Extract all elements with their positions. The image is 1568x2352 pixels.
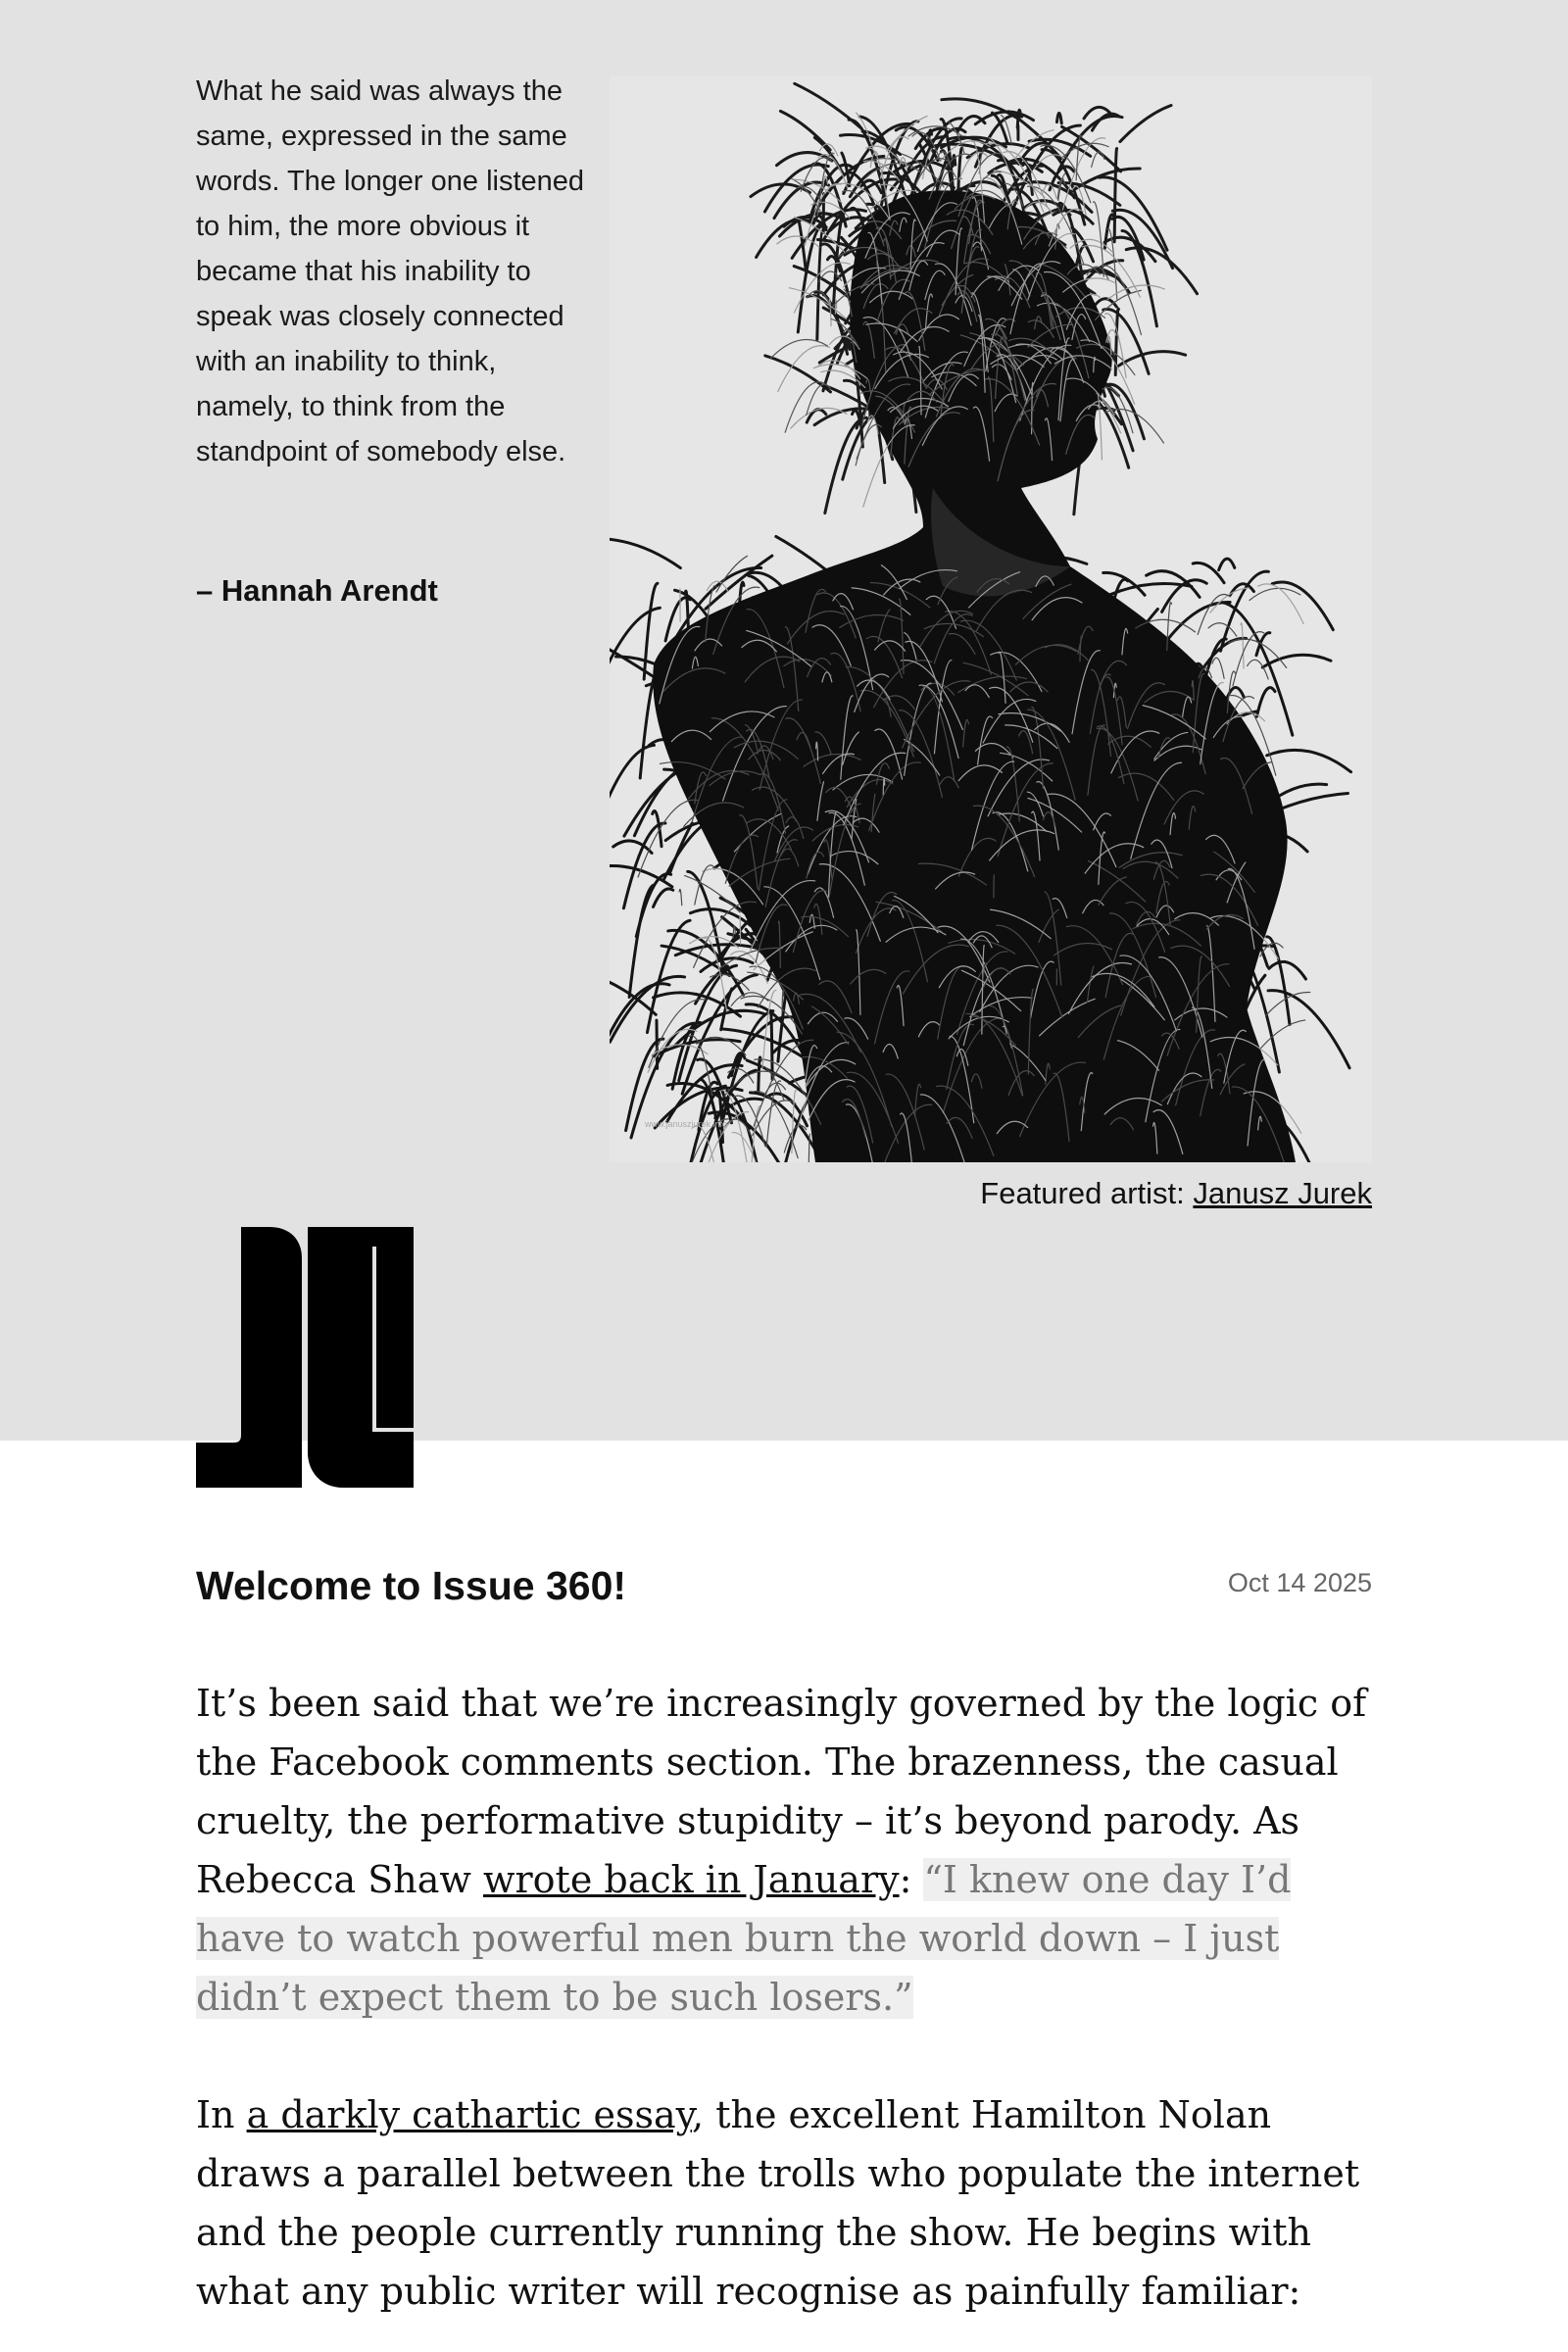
artwork-strand [876,248,877,266]
artwork-strand [770,1010,772,1079]
pull-quote: “I knew one day I’d have to watch powerful men burn the world down – I just didn’t expect them to be such losers.” [196,1858,1292,2019]
quote-author: – Hannah Arendt [196,573,438,608]
issue-title: Welcome to Issue 360! [196,1563,627,1608]
paragraph-text: , the excellent Hamilton Nolan draws a parallel between the trolls who populate the internet and the people currently running the show. He begins with what any public writer will recognise as painfully familiar: [196,2093,1360,2313]
issue-date: Oct 14 2025 [1227,1568,1372,1597]
artwork-watermark: www.januszjurek.info [645,1119,728,1129]
paragraph-text: : [899,1858,924,1901]
paragraph-text: In [196,2093,247,2136]
quote-text: What he said was always the same, expressed in the same words. The longer one listened to him, the more obvious it became that his inability to speak was closely connected with an inability to think, namely, to think from the standpoint of somebody else. [196,75,585,467]
dense-discovery-logo[interactable] [196,1227,414,1493]
artist-link[interactable]: Janusz Jurek [1193,1176,1372,1210]
logo-icon [196,1227,414,1488]
artwork-figure [610,76,1372,1162]
essay-link[interactable]: a darkly cathartic essay [246,2093,693,2136]
wrote-back-link[interactable]: wrote back in January [482,1858,900,1901]
paragraph-text: It’s been said that we’re increasingly governed by the logic of the Facebook comments section. The brazenness, the casual cruelty, the performative stupidity – it’s beyond parody. As Rebecca Shaw [196,1682,1367,1901]
second-paragraph [196,2085,1372,2321]
caption-prefix: Featured artist: [980,1176,1194,1210]
featured-artwork [610,76,1372,1162]
intro-paragraph [196,1674,1372,2027]
artist-caption [980,1176,1372,1211]
artwork-strand [740,915,741,944]
